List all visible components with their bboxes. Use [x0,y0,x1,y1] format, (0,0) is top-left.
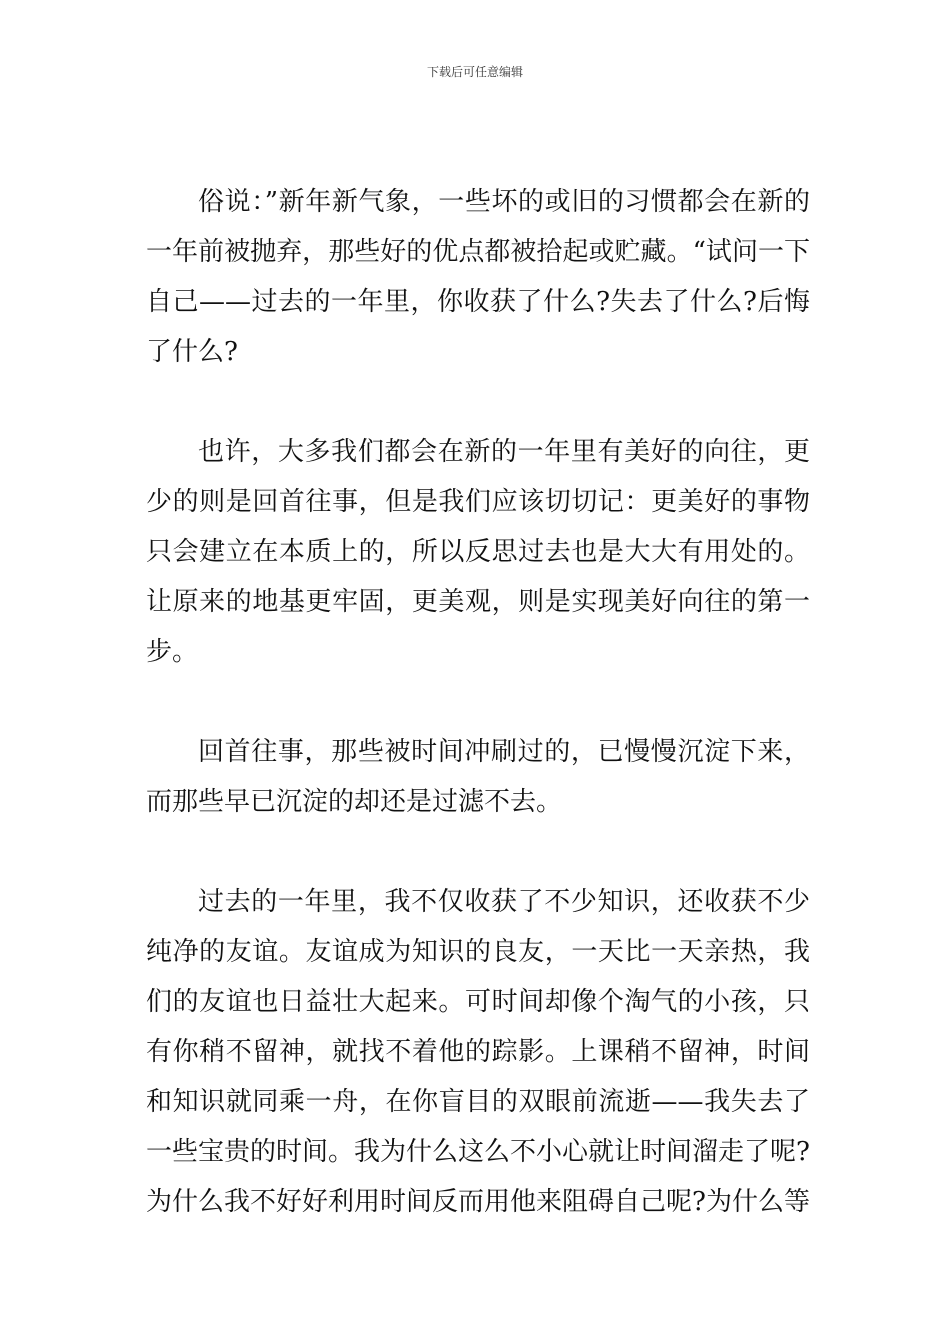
page-header: 下载后可任意编辑 [426,65,523,79]
paragraph-2: 也许，大多我们都会在新的一年里有美好的向往，更少的则是回首往事，但是我们应该切切记：更美好的事物只会建立在本质上的，所以反思过去也是大大有用处的。让原来的地基更牢固，更美观，则是实现美好向往的第一步。 [146,437,810,667]
document-body [146,177,810,1277]
paragraph-1: 俗说：”新年新气象，一些坏的或旧的习惯都会在新的一年前被抛弃，那些好的优点都被拾起或贮藏。“试问一下自己——过去的一年里，你收获了什么?失去了什么?后悔了什么? [146,187,810,367]
paragraph-4: 过去的一年里，我不仅收获了不少知识，还收获不少纯净的友谊。友谊成为知识的良友，一天比一天亲热，我们的友谊也日益壮大起来。可时间却像个淘气的小孩，只有你稍不留神，就找不着他的踪影。上课稍不留神，时间和知识就同乘一舟，在你盲目的双眼前流逝——我失去了一些宝贵的时间。我为什么这么不小心就让时间溜走了呢?为什么我不好好利用时间反而用他来阻碍自己呢?为什么等 [146,887,810,1217]
paragraph-3: 回首往事，那些被时间冲刷过的，已慢慢沉淀下来，而那些早已沉淀的却还是过滤不去。 [146,737,810,817]
